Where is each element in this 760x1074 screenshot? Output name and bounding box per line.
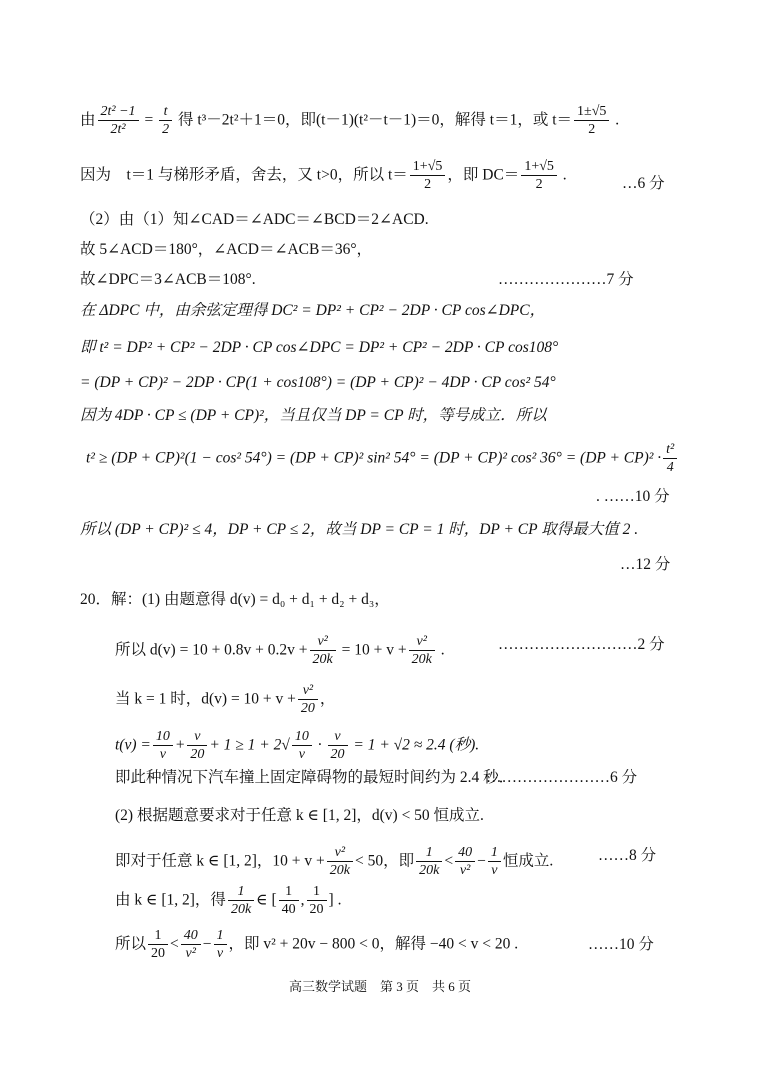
numerator: 40: [181, 929, 201, 945]
fraction: [663, 443, 677, 475]
denominator: 20k: [312, 652, 333, 667]
fraction: [327, 846, 353, 878]
numerator: v²: [409, 635, 435, 651]
fraction: [153, 730, 173, 762]
fraction: [310, 635, 336, 667]
math-line: [115, 885, 341, 917]
text: = 1 + √2 ≈ 2.4 (秒).: [349, 736, 480, 754]
text: = 10 + v +: [337, 641, 407, 659]
denominator: 2t²: [110, 122, 126, 137]
text: 由: [80, 111, 96, 129]
score-mark: ……………………6 分: [486, 769, 638, 786]
fraction: [292, 730, 312, 762]
denominator: 2: [424, 177, 432, 192]
text: −: [202, 935, 212, 953]
fraction: [488, 846, 501, 878]
score-mark: . ……10 分: [596, 488, 670, 505]
numerator: 1: [488, 846, 501, 862]
denominator: 20k: [329, 863, 350, 878]
fraction: [187, 730, 207, 762]
denominator: v: [216, 946, 224, 961]
math-line: [86, 443, 679, 475]
text: =: [140, 111, 158, 129]
denominator: 20: [300, 701, 315, 716]
fraction: [455, 846, 475, 878]
denominator: 2: [535, 177, 543, 192]
score-mark: ……8 分: [598, 847, 657, 864]
text: 得 t³－2t²＋1＝0，即(t－1)(t²－t－1)＝0，解得 t＝1，或 t＝: [174, 111, 573, 129]
text: ，即 v² + 20v − 800 < 0，解得 −40 < v < 20 .: [228, 935, 519, 953]
numerator: v²: [327, 846, 353, 862]
numerator: 1: [416, 846, 442, 862]
fraction: [298, 684, 318, 716]
math-line: [115, 684, 335, 716]
fraction: [416, 846, 442, 878]
fraction: [410, 160, 446, 192]
text-line: 故∠DPC＝3∠ACB＝108°.: [80, 271, 256, 288]
text: .: [558, 166, 567, 184]
score-mark: ……10 分: [588, 936, 654, 953]
denominator: 20k: [411, 652, 432, 667]
text: −: [477, 852, 486, 870]
denominator: 40: [281, 902, 296, 917]
text-line: 即此种情况下汽车撞上固定障碍物的最短时间约为 2.4 秒．: [115, 769, 515, 786]
math-line: = (DP + CP)² − 2DP · CP(1 + cos108°) = (DP + CP)² − 4DP · CP cos² 54°: [80, 374, 556, 391]
score-mark: …12 分: [620, 556, 671, 573]
numerator: 1: [228, 885, 254, 901]
numerator: 1: [279, 885, 299, 901]
denominator: 20: [190, 747, 205, 762]
text-line: (2) 根据题意要求对于任意 k ∈ [1, 2]，d(v) < 50 恒成立.: [115, 807, 484, 824]
denominator: 2: [588, 122, 596, 137]
numerator: v: [328, 730, 348, 746]
fraction: [307, 885, 327, 917]
denominator: 4: [666, 460, 674, 475]
fraction: [148, 929, 168, 961]
text: + 1 ≥ 1 + 2√: [209, 736, 290, 754]
text: .: [611, 111, 620, 129]
numerator: t²: [663, 443, 677, 459]
text: +: [174, 736, 186, 754]
numerator: v²: [310, 635, 336, 651]
text: ] .: [328, 891, 342, 909]
text: 恒成立.: [502, 852, 554, 870]
math-line: 即 t² = DP² + CP² − 2DP · CP cos∠DPC = DP² + CP² − 2DP · CP cos108°: [80, 339, 559, 356]
fraction: [181, 929, 201, 961]
math-line: 所以 (DP + CP)² ≤ 4，DP + CP ≤ 2，故当 DP = CP = 1 时，DP + CP 取得最大值 2 .: [80, 521, 639, 538]
denominator: 20: [309, 902, 324, 917]
numerator: 1: [148, 929, 168, 945]
denominator: v: [491, 863, 498, 878]
text: t² ≥ (DP + CP)²(1 − cos² 54°) = (DP + CP)² sin² 54° = (DP + CP)² cos² 36° = (DP + CP)² ·: [86, 449, 662, 467]
text: 所以: [115, 935, 147, 953]
text: < 50，即: [355, 852, 415, 870]
numerator: v²: [298, 684, 318, 700]
numerator: 1+√5: [410, 160, 446, 176]
fraction: [521, 160, 557, 192]
text-line: 故 5∠ACD＝180°，∠ACD＝∠ACB＝36°，: [80, 241, 373, 258]
numerator: 1±√5: [574, 105, 609, 121]
math-line: [115, 730, 479, 762]
question-20-heading: 20．解：(1) 由题意得 d(v) = d₀ + d₁ + d₂ + d₃，: [80, 591, 390, 608]
numerator: 1: [307, 885, 327, 901]
page-footer: 高三数学试题 第 3 页 共 6 页: [288, 979, 471, 994]
text: 所以 d(v) = 10 + 0.8v + 0.2v +: [115, 641, 308, 659]
denominator: 20k: [419, 863, 440, 878]
denominator: v²: [459, 863, 471, 878]
text: ，: [319, 690, 336, 708]
numerator: 2t² −1: [98, 105, 139, 121]
text: t(v) =: [115, 736, 151, 754]
denominator: 20: [330, 747, 345, 762]
fraction: [159, 105, 172, 137]
numerator: 1: [214, 929, 227, 945]
math-line: 因为 4DP · CP ≤ (DP + CP)²，当且仅当 DP = CP 时，等号成立．所以: [80, 407, 547, 424]
text: .: [436, 641, 445, 659]
text: 即对于任意 k ∈ [1, 2]，10 + v +: [115, 852, 325, 870]
math-line: [115, 929, 518, 961]
fraction: [328, 730, 348, 762]
text: ∈ [: [256, 891, 277, 909]
fraction: [279, 885, 299, 917]
text: <: [170, 935, 179, 953]
fraction: [228, 885, 254, 917]
fraction: [214, 929, 227, 961]
numerator: 10: [292, 730, 312, 746]
math-line: [115, 635, 445, 667]
fraction: [98, 105, 139, 137]
score-mark: …6 分: [622, 175, 665, 192]
text: ,: [300, 891, 305, 909]
denominator: v: [298, 747, 305, 762]
denominator: 20: [151, 946, 166, 961]
text: ，即 DC＝: [447, 166, 520, 184]
fraction: [574, 105, 609, 137]
equation-line-1: [80, 105, 619, 137]
denominator: 2: [162, 122, 170, 137]
text: 当 k = 1 时，d(v) = 10 + v +: [115, 690, 296, 708]
numerator: 40: [455, 846, 475, 862]
text-line: （2）由（1）知∠CAD＝∠ADC＝∠BCD＝2∠ACD.: [80, 211, 429, 228]
math-line: [115, 846, 553, 878]
equation-line-2: [80, 160, 567, 192]
text: <: [444, 852, 454, 870]
numerator: t: [159, 105, 172, 121]
numerator: v: [187, 730, 207, 746]
denominator: v: [159, 747, 166, 762]
denominator: v²: [185, 946, 196, 961]
score-mark: ………………………2 分: [498, 636, 665, 653]
denominator: 20k: [230, 902, 252, 917]
text: 由 k ∈ [1, 2]，得: [115, 891, 226, 909]
text: ·: [313, 736, 326, 754]
fraction: [409, 635, 435, 667]
text: 因为 t＝1 与梯形矛盾，舍去，又 t>0，所以 t＝: [80, 166, 408, 184]
math-line: 在 ΔDPC 中，由余弦定理得 DC² = DP² + CP² − 2DP · CP cos∠DPC，: [80, 302, 546, 319]
numerator: 1+√5: [521, 160, 557, 176]
numerator: 10: [153, 730, 173, 746]
score-mark: …………………7 分: [498, 271, 634, 288]
